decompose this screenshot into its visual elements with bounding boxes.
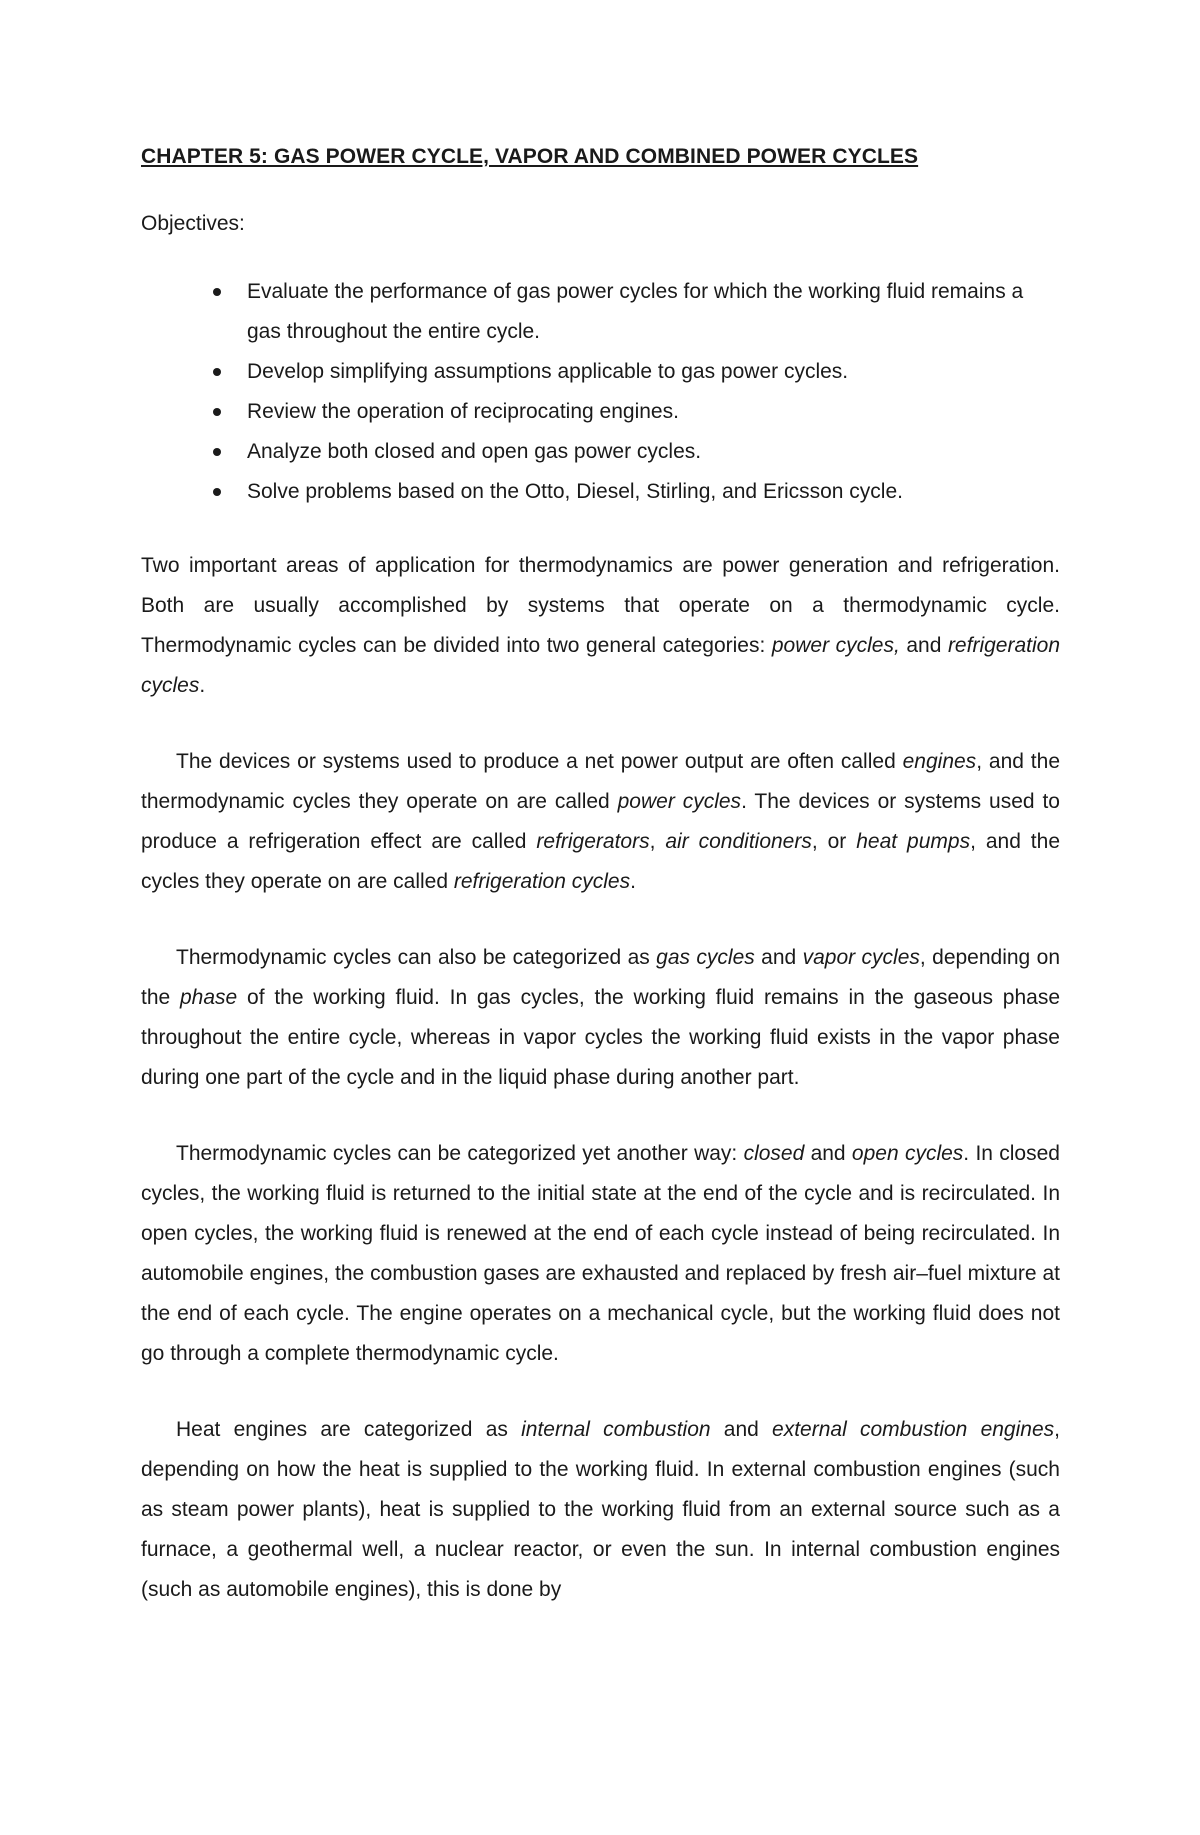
paragraph-text: The devices or systems used to produce a net power output are often called [176, 750, 903, 773]
objective-item: Solve problems based on the Otto, Diesel, Stirling, and Ericsson cycle. [247, 472, 1060, 512]
paragraph-gas-vapor [141, 938, 1060, 1098]
paragraph-text: , depending on the [141, 946, 1060, 1009]
emphasized-text: refrigeration cycles [141, 634, 1060, 697]
emphasized-text: heat pumps [856, 830, 971, 853]
paragraph-text: , [649, 830, 666, 853]
emphasized-text: power cycles, [771, 634, 900, 657]
emphasized-text: closed [743, 1142, 805, 1165]
paragraph-text: , and the cycles they operate on are called [141, 830, 1060, 893]
paragraph-text: Thermodynamic cycles can also be categorized as [176, 946, 657, 969]
chapter-title: CHAPTER 5: GAS POWER CYCLE, VAPOR AND COMBINED POWER CYCLES [141, 145, 919, 168]
emphasized-text: air conditioners [665, 830, 812, 853]
emphasized-text: refrigeration cycles [453, 870, 631, 893]
emphasized-text: refrigerators [536, 830, 650, 853]
emphasized-text: vapor cycles [802, 946, 920, 969]
paragraph-text: . [199, 674, 206, 697]
objective-item: Review the operation of reciprocating engines. [247, 392, 1060, 432]
paragraph-text: . The devices or systems used to produce a refrigeration effect are called [141, 790, 1060, 853]
paragraph-power-refrigeration [141, 742, 1060, 902]
paragraph-text: Heat engines are categorized as [176, 1418, 522, 1441]
objective-item: Evaluate the performance of gas power cycles for which the working fluid remains a gas throughout the entire cycle. [247, 272, 1060, 352]
paragraph-text: and [754, 946, 803, 969]
emphasized-text: gas cycles [656, 946, 755, 969]
paragraph-text: Two important areas of application for thermodynamics are power generation and refrigeration. Both are usually accomplished by systems that operate on a thermodynamic cycle. Thermodynamic cycles can be divided into two general categories: [141, 554, 1060, 657]
paragraph-applications [141, 546, 1060, 706]
paragraph-text: and [710, 1418, 773, 1441]
emphasized-text: engines [902, 750, 977, 773]
objectives-label: Objectives: [141, 212, 245, 235]
paragraph-text: . In closed cycles, the working fluid is returned to the initial state at the end of the cycle and is recirculated. In open cycles, the working fluid is renewed at the end of each cycle instead of being recirculated. In automobile engines, the combustion gases are exhausted and replaced by fresh air–fuel mixture at the end of each cycle. The engine operates on a mechanical cycle, but the working fluid does not go through a complete thermodynamic cycle. [141, 1142, 1060, 1365]
paragraph-text: of the working fluid. In gas cycles, the working fluid remains in the gaseous phase throughout the entire cycle, whereas in vapor cycles the working fluid exists in the vapor phase during one part of the cycle and in the liquid phase during another part. [141, 986, 1061, 1089]
paragraph-text: , and the thermodynamic cycles they operate on are called [141, 750, 1060, 813]
objectives-list [141, 272, 1060, 512]
emphasized-text: open cycles [851, 1142, 964, 1165]
paragraph-text: and [804, 1142, 852, 1165]
objective-item: Analyze both closed and open gas power cycles. [247, 432, 1060, 472]
paragraph-text: Thermodynamic cycles can be categorized yet another way: [176, 1142, 744, 1165]
paragraph-text: , depending on how the heat is supplied to the working fluid. In external combustion engines (such as steam power plants), heat is supplied to the working fluid from an external source such as a furnace, a geothermal well, a nuclear reactor, or even the sun. In internal combustion engines (such as automobile engines), this is done by [141, 1418, 1060, 1601]
paragraph-closed-open [141, 1134, 1060, 1374]
paragraph-text: and [899, 634, 948, 657]
emphasized-text: power cycles [617, 790, 742, 813]
objective-item: Develop simplifying assumptions applicable to gas power cycles. [247, 352, 1060, 392]
emphasized-text: internal combustion [521, 1418, 711, 1441]
emphasized-text: phase [180, 986, 238, 1009]
paragraph-text: , or [811, 830, 857, 853]
emphasized-text: external combustion engines [772, 1418, 1055, 1441]
paragraph-heat-engines [141, 1410, 1060, 1610]
paragraph-text: . [630, 870, 636, 893]
